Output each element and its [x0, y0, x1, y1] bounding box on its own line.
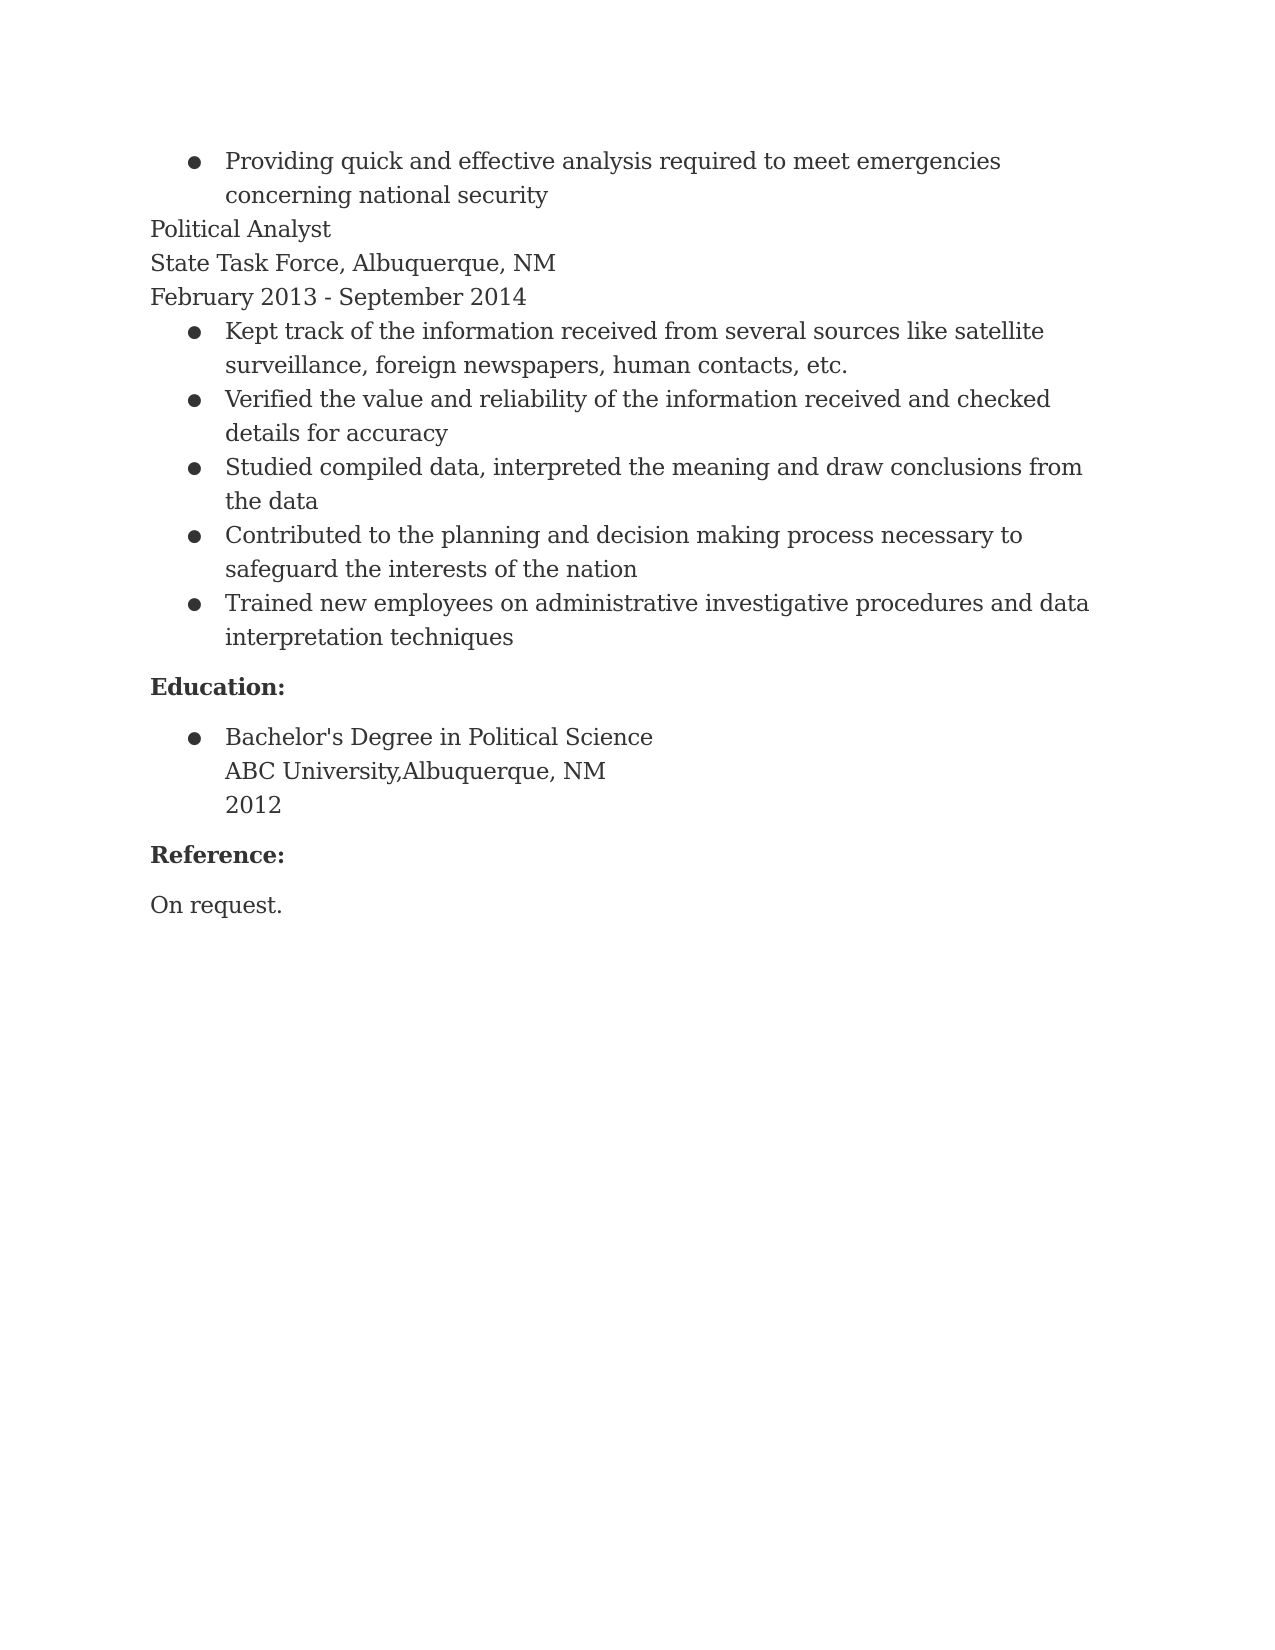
- bullet-text: Kept track of the information received from several sources like satellite surveillance, foreign newspapers, human contacts, etc.: [225, 319, 1045, 379]
- list-item: [150, 721, 1125, 823]
- list-item: [150, 519, 1125, 587]
- bullet-icon: ●: [187, 458, 202, 478]
- bullet-icon: ●: [187, 322, 202, 342]
- reference-text: On request.: [150, 893, 283, 919]
- bullet-icon: ●: [187, 594, 202, 614]
- list-item: [150, 145, 1125, 213]
- bullet-text: Contributed to the planning and decision making process necessary to safeguard the interests of the nation: [225, 523, 1023, 583]
- education-school: ABC University,Albuquerque, NM: [225, 759, 606, 785]
- bullet-icon: ●: [187, 728, 202, 748]
- bullet-text: Trained new employees on administrative investigative procedures and data interpretation techniques: [225, 591, 1090, 651]
- list-item: [150, 315, 1125, 383]
- resume-page: [150, 145, 1125, 923]
- list-item: [150, 451, 1125, 519]
- job-title: Political Analyst: [150, 217, 331, 243]
- bullet-text: Providing quick and effective analysis required to meet emergencies concerning national security: [225, 149, 1001, 209]
- bullet-icon: ●: [187, 390, 202, 410]
- bullet-text: Studied compiled data, interpreted the meaning and draw conclusions from the data: [225, 455, 1083, 515]
- education-list: [150, 721, 1125, 823]
- reference-heading: Reference:: [150, 842, 285, 869]
- list-item: [150, 383, 1125, 451]
- previous-job-bullet-list: [150, 145, 1125, 213]
- education-degree: Bachelor's Degree in Political Science: [225, 725, 654, 751]
- job-dates: February 2013 - September 2014: [150, 285, 527, 311]
- list-item: [150, 587, 1125, 655]
- bullet-icon: ●: [187, 526, 202, 546]
- bullet-text: Verified the value and reliability of the information received and checked details for accuracy: [225, 387, 1051, 447]
- job-employer: State Task Force, Albuquerque, NM: [150, 251, 556, 277]
- education-year: 2012: [225, 793, 282, 819]
- bullet-icon: ●: [187, 152, 202, 172]
- education-heading: Education:: [150, 674, 286, 701]
- job-entry: [150, 213, 1125, 655]
- job-bullet-list: [150, 315, 1125, 655]
